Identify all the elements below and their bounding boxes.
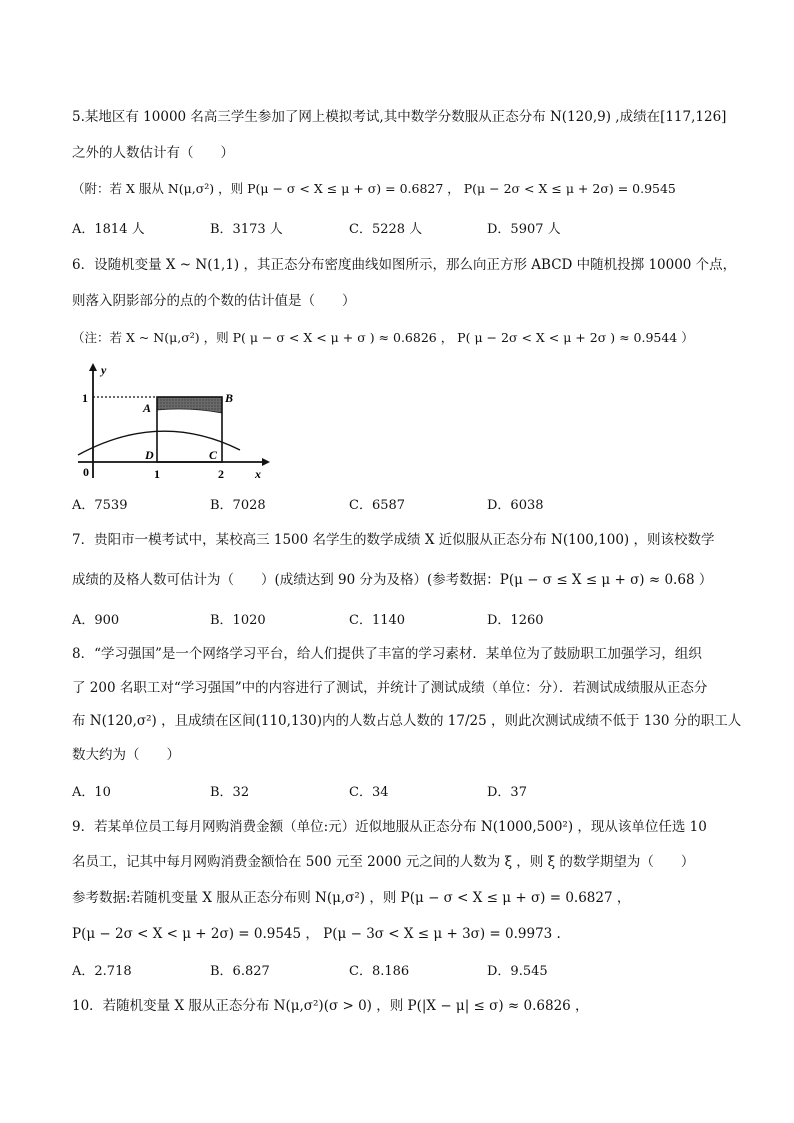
q6-line-2: 则落入阴影部分的点的个数的估计值是（ ） (72, 293, 356, 309)
q8-option-c: C．34 (349, 785, 389, 800)
q6-x-axis-arrow (262, 458, 270, 466)
q8-line-1: 8．“学习强国”是一个网络学习平台，给人们提供了丰富的学习素材．某单位为了鼓励职工加强学习，组织 (72, 646, 702, 662)
q6-label-tick-x1: 1 (154, 467, 160, 481)
q6-label-origin: 0 (83, 465, 89, 479)
q5-option-b: B．3173 人 (210, 222, 283, 237)
q9-options (0, 960, 794, 978)
q6-label-point-b: B (225, 391, 234, 405)
q6-label-x: x (255, 467, 261, 481)
q6-options (0, 494, 794, 512)
q5-note: （附：若 X 服从 N(μ,σ²) ，则 P(μ − σ < X ≤ μ + σ) = 0.6827 ， P(μ − 2σ < X ≤ μ + 2σ) = 0.9545 (72, 181, 676, 196)
q7-options (0, 609, 794, 627)
q9-line-2: 名员工，记其中每月网购消费金额恰在 500 元至 2000 元之间的人数为 ξ ，则 ξ 的数学期望为（ ） (72, 854, 695, 870)
q6-label-tick-x2: 2 (218, 467, 224, 481)
q5-line-2: 之外的人数估计有（ ） (72, 145, 234, 161)
q8-line-4: 数大约为（ ） (72, 747, 180, 763)
q6-label-point-c: C (209, 448, 218, 462)
q7-option-b: B．1020 (210, 613, 266, 628)
q9-option-c: C．8.186 (349, 964, 410, 979)
q7-line-2: 成绩的及格人数可估计为（ ）(成绩达到 90 分为及格）(参考数据：P(μ − σ ≤ X ≤ μ + σ) ≈ 0.68 ） (72, 572, 713, 588)
q6-normal-curve-figure (70, 360, 280, 488)
q9-option-a: A．2.718 (72, 964, 132, 979)
q6-figure-svg (70, 360, 280, 488)
q6-label-point-a: A (143, 401, 152, 415)
q9-option-d: D．9.545 (487, 964, 548, 979)
q9-line-4: P(μ − 2σ < X < μ + 2σ) = 0.9545 ， P(μ − 3σ < X ≤ μ + 3σ) = 0.9973 . (72, 926, 561, 942)
q5-option-a: A．1814 人 (72, 222, 145, 237)
q5-option-d: D．5907 人 (487, 222, 561, 237)
q8-option-a: A．10 (72, 785, 111, 800)
q8-options (0, 781, 794, 799)
q9-line-3: 参考数据:若随机变量 X 服从正态分布则 N(μ,σ²) ，则 P(μ − σ < X ≤ μ + σ) = 0.6827 ， (72, 890, 631, 906)
q8-line-2: 了 200 名职工对“学习强国”中的内容进行了测试，并统计了测试成绩（单位：分）．若测试成绩服从正态分 (72, 680, 708, 696)
q8-option-b: B．32 (210, 785, 250, 800)
q6-y-axis-arrow (89, 363, 97, 371)
q7-option-d: D．1260 (487, 613, 544, 628)
q6-option-d: D．6038 (487, 498, 544, 513)
q9-line-1: 9．若某单位员工每月网购消费金额（单位:元）近似地服从正态分布 N(1000,500²) ，现从该单位任选 10 (72, 819, 707, 835)
q6-note: （注：若 X ~ N(μ,σ²) ，则 P( μ − σ < X < μ + σ ) ≈ 0.6826 ， P( μ − 2σ < X < μ + 2σ ) ≈ 0.9544 ） (72, 330, 694, 345)
q7-option-a: A．900 (72, 613, 120, 628)
q7-option-c: C．1140 (349, 613, 406, 628)
q9-option-b: B．6.827 (210, 964, 270, 979)
q6-label-tick-y1: 1 (82, 391, 88, 405)
q6-label-y: y (101, 363, 107, 377)
q6-label-point-d: D (145, 448, 154, 462)
q7-line-1: 7．贵阳市一模考试中，某校高三 1500 名学生的数学成绩 X 近似服从正态分布 N(100,100) ，则该校数学 (72, 532, 715, 548)
q6-shaded-region (157, 397, 222, 413)
q10-line-1: 10．若随机变量 X 服从正态分布 N(μ,σ²)(σ > 0) ，则 P(|X − μ| ≤ σ) ≈ 0.6826 ， (72, 998, 589, 1014)
q6-line-1: 6．设随机变量 X ~ N(1,1) ，其正态分布密度曲线如图所示，那么向正方形 ABCD 中随机投掷 10000 个点， (72, 257, 737, 273)
q8-option-d: D．37 (487, 785, 527, 800)
q5-options (0, 218, 794, 236)
q5-line-1: 5.某地区有 10000 名高三学生参加了网上模拟考试,其中数学分数服从正态分布 N(120,9) ,成绩在[117,126] (72, 109, 727, 125)
q6-option-c: C．6587 (349, 498, 406, 513)
q8-line-3: 布 N(120,σ²) ，且成绩在区间(110,130)内的人数占总人数的 17/25 ，则此次测试成绩不低于 130 分的职工人 (72, 713, 742, 729)
q5-option-c: C．5228 人 (349, 222, 423, 237)
q6-option-b: B．7028 (210, 498, 266, 513)
q6-option-a: A．7539 (72, 498, 128, 513)
